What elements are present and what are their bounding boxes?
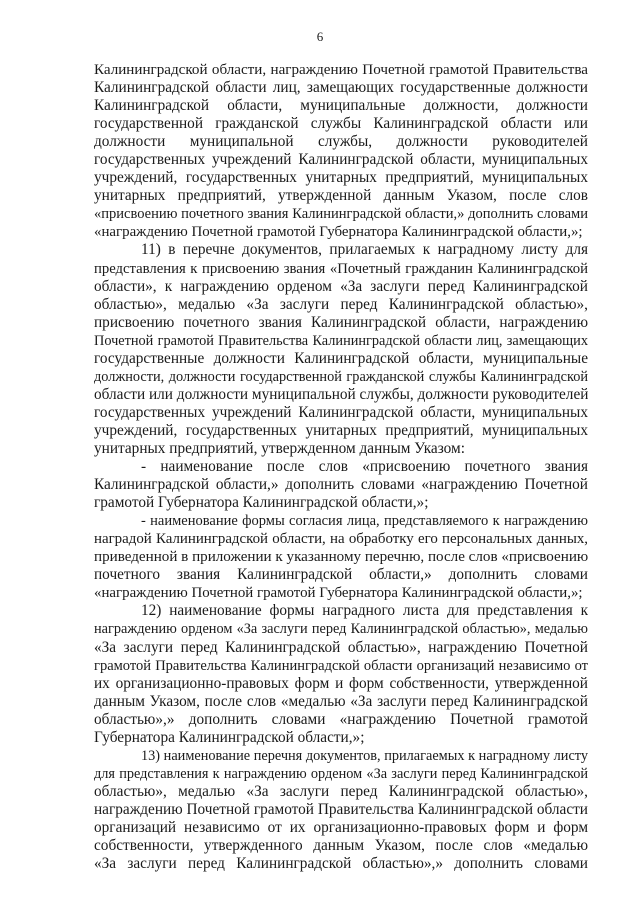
text-line: награждению Почетной грамотой Правительства Калининградской области: [94, 800, 588, 818]
text-line: Губернатора Калининградской области,»;: [94, 728, 365, 746]
text-line: учреждений, государственных унитарных предприятий, муниципальных: [94, 169, 588, 187]
text-line: организаций независимо от их организационно-правовых форм и форм: [94, 818, 588, 836]
text-line: должности, должности государственной гражданской службы Калининградской: [94, 368, 588, 385]
text-line: государственной гражданской службы Калининградской области или: [94, 115, 588, 133]
text-line: «награждению Почетной грамотой Губернатора Калининградской области,»;: [94, 585, 583, 602]
text-line: грамотой Правительства Калининградской области организаций независимо от: [94, 657, 588, 674]
text-line: для представления к награждению орденом «За заслуги перед Калининградской: [94, 765, 588, 782]
text-line: Калининградской области, муниципальные должности, должности: [94, 97, 588, 115]
text-line: государственных учреждений Калининградской области, муниципальных: [94, 403, 588, 421]
text-line: присвоению почетного звания Калининградской области, награждению: [94, 313, 588, 331]
text-line: Калининградской области лиц, замещающих государственные должности: [94, 79, 588, 97]
text-line: наградой Калининградской области, на обработку его персональных данных,: [94, 531, 588, 548]
text-line: государственные должности Калининградской области, муниципальные: [94, 349, 588, 367]
text-line: - наименование после слов «присвоению почетного звания: [141, 458, 588, 476]
text-line: государственных учреждений Калининградской области, муниципальных: [94, 151, 588, 169]
text-line: областью», медалью «За заслуги перед Калининградской областью»,: [94, 295, 588, 313]
text-line: областью», медалью «За заслуги перед Калининградской областью»,: [94, 782, 588, 800]
text-line: учреждений, государственных унитарных предприятий, муниципальных: [94, 421, 588, 439]
text-line: областью»,» дополнить словами «награждению Почетной грамотой: [94, 710, 588, 728]
text-line: представления к присвоению звания «Почетный гражданин Калининградской: [94, 260, 588, 277]
text-line: приведенной в приложении к указанному перечню, после слов «присвоению: [94, 549, 588, 566]
text-line: данным Указом, после слов «медалью «За заслуги перед Калининградской: [94, 692, 588, 710]
text-line: унитарных предприятий, утвержденном данным Указом:: [94, 439, 465, 457]
text-line: 13) наименование перечня документов, прилагаемых к наградному листу: [141, 747, 588, 764]
text-line: - наименование формы согласия лица, представляемого к награждению: [141, 513, 588, 530]
text-line: должности муниципальной службы, должности руководителей: [94, 133, 588, 151]
text-line: «За заслуги перед Калининградской областью», награждению Почетной: [94, 638, 588, 656]
text-line: «награждению Почетной грамотой Губернатора Калининградской области,»;: [94, 224, 583, 241]
text-line: унитарных предприятий, утвержденной данным Указом, после слов: [94, 187, 588, 205]
text-line: «За заслуги перед Калининградской областью»,» дополнить словами: [94, 855, 588, 873]
text-line: Калининградской области,» дополнить словами «награждению Почетной: [94, 476, 588, 494]
text-line: области или должности муниципальной службы, должности руководителей: [94, 385, 588, 403]
document-body: [94, 61, 588, 873]
text-line: Почетной грамотой Правительства Калининградской области лиц, замещающих: [94, 332, 588, 349]
text-line: собственности, утвержденного данным Указом, после слов «медалью: [94, 837, 588, 855]
text-line: 12) наименование формы наградного листа для представления к: [141, 602, 588, 620]
page-number: 6: [316, 29, 324, 44]
text-line: Калининградской области, награждению Почетной грамотой Правительства: [94, 62, 588, 78]
text-line: их организационно-правовых форм и форм собственности, утвержденной: [94, 674, 588, 692]
text-line: 11) в перечне документов, прилагаемых к наградному листу для: [141, 241, 588, 259]
text-line: грамотой Губернатора Калининградской области,»;: [94, 494, 429, 512]
text-line: «присвоению почетного звания Калининградской области,» дополнить словами: [94, 206, 588, 223]
text-line: награждению орденом «За заслуги перед Калининградской областью», медалью: [94, 621, 588, 638]
text-line: области», к награждению орденом «За заслуги перед Калининградской: [94, 277, 588, 295]
text-line: почетного звания Калининградской области,» дополнить словами: [94, 566, 588, 584]
